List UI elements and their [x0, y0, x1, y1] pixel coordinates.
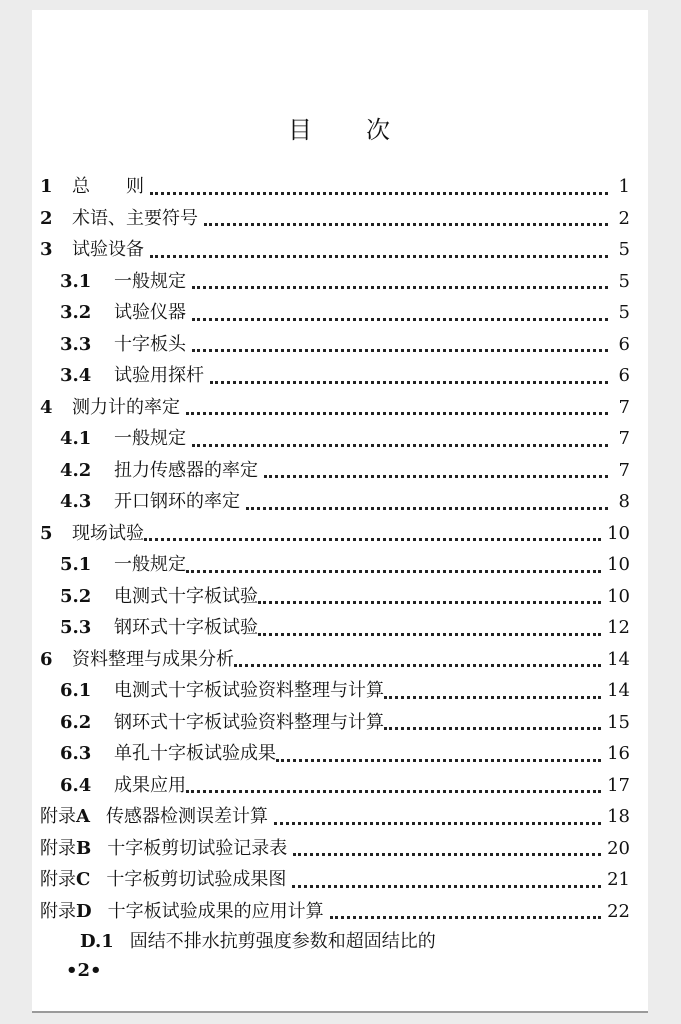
toc-entry-title: 一般规定	[114, 428, 186, 449]
toc-entry-number: 2	[40, 207, 53, 229]
toc-appendix-entry[interactable]	[40, 802, 630, 833]
toc-entry-number: 6	[40, 648, 53, 670]
toc-entry[interactable]	[60, 771, 630, 802]
toc-entry-page: 22	[607, 900, 630, 922]
leader-dots	[150, 246, 608, 258]
toc-entry-number	[40, 802, 90, 828]
toc-entry[interactable]	[60, 613, 630, 644]
toc-entry-number: 5.1	[60, 554, 92, 575]
toc-entry-page: 14	[607, 680, 630, 701]
toc-entry-title: 成果应用	[114, 774, 186, 796]
toc-entry-title: 开口钢环的率定	[114, 491, 240, 512]
toc-entry-title: 试验仪器	[114, 302, 186, 323]
leader-dots	[186, 403, 608, 415]
toc-entry[interactable]	[40, 235, 630, 266]
toc-entry[interactable]	[60, 739, 630, 770]
toc-entry-number	[40, 865, 90, 891]
toc-entry-title: 试验设备	[72, 239, 144, 260]
toc-entry-number: 6.3	[60, 743, 92, 764]
title-char-2: 次	[366, 116, 392, 144]
toc-entry-title: 术语、主要符号	[72, 207, 198, 229]
toc-entry-title: 传感器检测误差计算	[105, 806, 268, 827]
toc-entry-title: 十字板剪切试验记录表	[107, 837, 288, 859]
toc-entry-number: 5.3	[60, 617, 92, 638]
toc-entry-number: 3	[40, 239, 53, 260]
toc-entry-page: 5	[618, 239, 630, 260]
toc-entry-number: 4.3	[60, 491, 92, 512]
toc-entry-title: 一般规定	[114, 554, 186, 575]
toc-entry-continued[interactable]	[80, 927, 436, 953]
leader-dots	[264, 466, 608, 478]
toc-entry-page: 10	[607, 585, 630, 607]
toc-entry-title: 电测式十字板试验资料整理与计算	[114, 680, 384, 701]
toc-entry[interactable]	[40, 204, 630, 235]
leader-dots	[384, 687, 601, 699]
title-char-1: 目	[288, 116, 314, 144]
toc-entry-page: 6	[618, 365, 630, 386]
toc-entry[interactable]	[60, 298, 630, 329]
leader-dots	[210, 372, 608, 384]
toc-entry-number: 5	[40, 522, 53, 544]
leader-dots	[204, 214, 608, 226]
leader-dots	[234, 655, 601, 667]
leader-dots	[144, 529, 601, 541]
toc-entry-page: 12	[607, 617, 630, 638]
toc-entry-title: 一般规定	[114, 270, 186, 292]
toc-entry-page: 14	[607, 648, 630, 670]
leader-dots	[192, 277, 608, 289]
toc-entry-number: 6.4	[60, 774, 92, 796]
toc-entry-page: 10	[607, 554, 630, 575]
toc-entry-page: 5	[618, 302, 630, 323]
toc-appendix-entry[interactable]	[40, 897, 630, 928]
page-number: •2•	[66, 960, 102, 981]
appendix-prefix: 附录	[40, 837, 76, 859]
appendix-letter: B	[76, 837, 92, 859]
toc-entry-title: 单孔十字板试验成果	[114, 743, 276, 764]
toc-entry[interactable]	[40, 172, 630, 203]
toc-entry[interactable]	[60, 456, 630, 487]
toc-entry-number: 6.1	[60, 680, 92, 701]
appendix-prefix: 附录	[40, 869, 76, 890]
leader-dots	[192, 309, 608, 321]
leader-dots	[186, 561, 601, 573]
toc-entry-number: D.1	[80, 931, 114, 952]
toc-entry-page: 16	[607, 743, 630, 764]
toc-entry[interactable]	[60, 424, 630, 455]
toc-entry-page: 15	[607, 711, 630, 733]
leader-dots	[293, 844, 601, 856]
toc-entry-page: 7	[618, 428, 630, 449]
toc-entry-page: 10	[607, 522, 630, 544]
toc-entry-title: 十字板试验成果的应用计算	[107, 900, 324, 922]
toc-entry-number: 4.1	[60, 428, 92, 449]
leader-dots	[292, 876, 601, 888]
toc-entry-number	[40, 897, 92, 923]
toc-entry[interactable]	[60, 330, 630, 361]
toc-entry-title: 试验用探杆	[114, 365, 204, 386]
appendix-letter: A	[76, 806, 90, 827]
toc-entry-page: 17	[607, 774, 630, 796]
toc-entry-number: 3.1	[60, 270, 92, 292]
toc-entry-number: 3.4	[60, 365, 92, 386]
toc-entry-number: 6.2	[60, 711, 92, 733]
toc-entry[interactable]	[40, 393, 630, 424]
toc-appendix-entry[interactable]	[40, 865, 630, 896]
toc-entry-page: 7	[618, 459, 630, 481]
toc-entry[interactable]	[60, 361, 630, 392]
toc-entry[interactable]	[60, 708, 630, 739]
leader-dots	[258, 624, 601, 636]
toc-entry[interactable]	[40, 645, 630, 676]
toc-entry-page: 5	[618, 270, 630, 292]
toc-appendix-entry[interactable]	[40, 834, 630, 865]
toc-entry-title: 钢环式十字板试验	[114, 617, 258, 638]
page-title	[32, 110, 648, 145]
leader-dots	[246, 498, 608, 510]
toc-entry-page: 18	[607, 806, 630, 827]
appendix-letter: D	[76, 900, 92, 922]
toc-entry-title: 电测式十字板试验	[114, 585, 258, 607]
leader-dots	[384, 718, 601, 730]
toc-entry[interactable]	[60, 267, 630, 298]
toc-entry-number: 1	[40, 176, 53, 197]
toc-entry[interactable]	[60, 582, 630, 613]
leader-dots	[258, 592, 601, 604]
appendix-letter: C	[76, 869, 91, 890]
toc-entry-number	[40, 834, 91, 860]
toc-entry[interactable]	[60, 676, 630, 707]
toc-entry-page: 2	[618, 207, 630, 229]
leader-dots	[330, 907, 601, 919]
toc-entry-title: 现场试验	[72, 522, 144, 544]
toc-entry-page: 6	[618, 333, 630, 355]
leader-dots	[276, 750, 601, 762]
toc-entry-page: 20	[607, 837, 630, 859]
toc-entry-number: 3.2	[60, 302, 92, 323]
leader-dots	[186, 781, 601, 793]
document-page	[32, 10, 648, 1013]
toc-entry-title: 扭力传感器的率定	[114, 459, 258, 481]
toc-entry-page: 21	[607, 869, 630, 890]
leader-dots	[192, 340, 608, 352]
toc-entry[interactable]	[60, 550, 630, 581]
toc-entry-page: 8	[618, 491, 630, 512]
toc-entry[interactable]	[60, 487, 630, 518]
leader-dots	[150, 183, 608, 195]
toc-entry-title: 测力计的率定	[72, 396, 180, 418]
toc-entry[interactable]	[40, 519, 630, 550]
appendix-prefix: 附录	[40, 900, 76, 922]
toc-entry-title: 十字板剪切试验成果图	[106, 869, 287, 890]
toc-entry-number: 5.2	[60, 585, 92, 607]
toc-entry-page: 7	[618, 396, 630, 418]
toc-entry-title: 总 则	[72, 176, 144, 197]
toc-entry-number: 4	[40, 396, 53, 418]
toc-entry-title: 固结不排水抗剪强度参数和超固结比的	[129, 931, 436, 952]
toc-entry-title: 钢环式十字板试验资料整理与计算	[114, 711, 384, 733]
leader-dots	[274, 813, 601, 825]
appendix-prefix: 附录	[40, 806, 76, 827]
toc-entry-number: 4.2	[60, 459, 92, 481]
toc-entry-page: 1	[618, 176, 630, 197]
toc-entry-title: 资料整理与成果分析	[72, 648, 234, 670]
toc-entry-title: 十字板头	[114, 333, 186, 355]
leader-dots	[192, 435, 608, 447]
toc-entry-number: 3.3	[60, 333, 92, 355]
